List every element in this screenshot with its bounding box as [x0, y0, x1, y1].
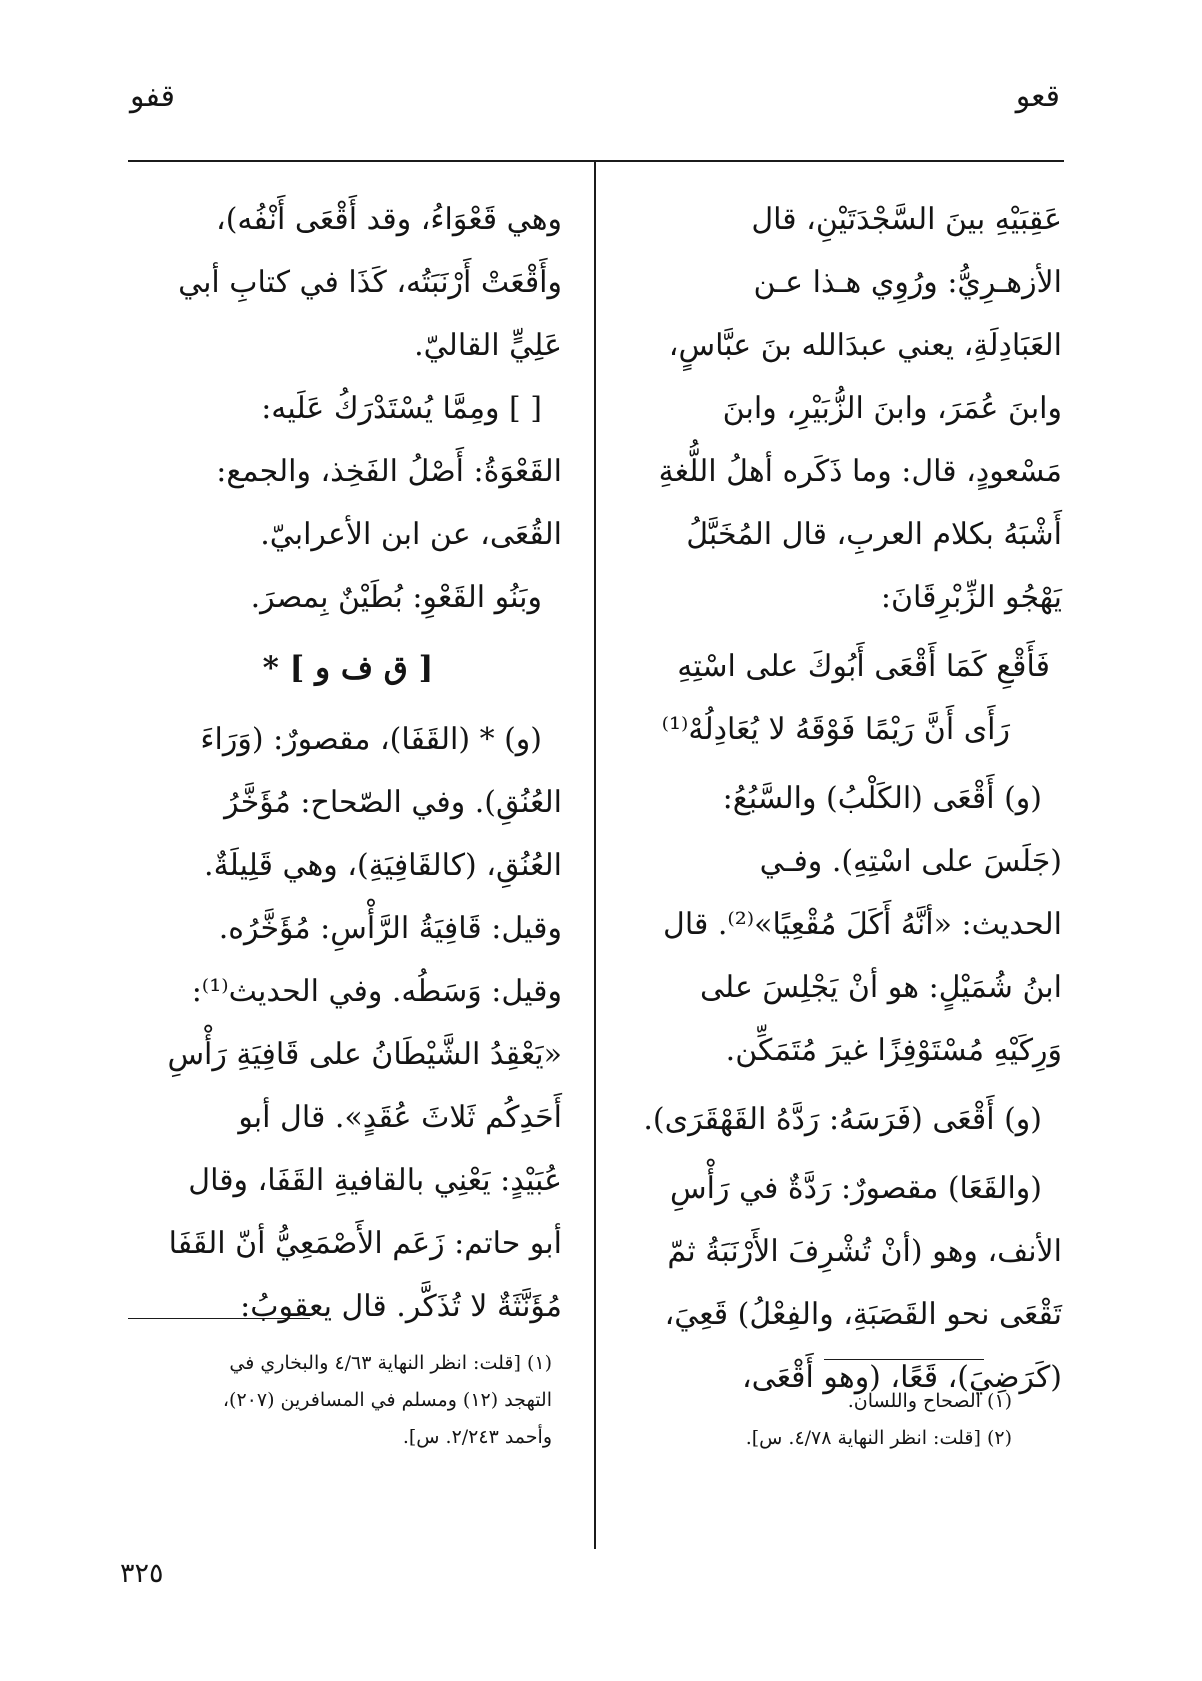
text-line: مُؤَنَّثَةٌ لا تُذَكَّر. قال يعقوبُ: [240, 1289, 562, 1324]
text-line: العَبَادِلَةِ، يعني عبدَالله بنَ عبَّاسٍ، [668, 328, 1062, 363]
text-line: الأزهـرِيُّ: ورُوِي هـذا عـن [753, 265, 1062, 300]
footnotes-left [122, 1345, 552, 1456]
text-line: (جَلَسَ على اسْتِهِ). وفـي [759, 844, 1062, 879]
text-line: (والقَعَا) مقصورٌ: رَدَّةٌ في رَأْسِ [669, 1171, 1042, 1206]
text-line: الأنف، وهو (أنْ تُشْرِفَ الأَرْنَبَةُ ثمّ [667, 1234, 1062, 1269]
text-line: عُبَيْدٍ: يَعْنِي بالقافيةِ القَفَا، وقال [188, 1163, 562, 1198]
text-line: أَشْبَهُ بكلام العربِ، قال المُخَبَّلُ [686, 517, 1062, 552]
text-line: وبَنُو القَعْوِ: بُطَيْنٌ بِمصرَ. [250, 580, 542, 615]
verse-line-1: فَأَقْعِ كَمَا أَقْعَى أَبُوكَ على اسْتِهِ [677, 649, 1050, 684]
text-line: أَحَدِكُم ثَلاثَ عُقَدٍ». قال أبو [238, 1100, 562, 1135]
text-line: (و) * (القَفَا)، مقصورٌ: (وَرَاءَ [200, 722, 542, 757]
text-line: (و) أَقْعَى (فَرَسَهُ: رَدَّهُ القَهْقَرَى). [643, 1102, 1042, 1137]
running-header-right: قعو [1015, 79, 1060, 114]
text-line: «يَعْقِدُ الشَّيْطَانُ على قَافِيَةِ رَأْسِ [167, 1037, 562, 1072]
text-line: وهي قَعْوَاءُ، وقد أَقْعَى أَنْفُه)، [216, 202, 562, 237]
text-line: تَقْعَى نحو القَصَبَةِ، والفِعْلُ) قَعِيَ، [664, 1297, 1062, 1332]
text-line: وأَقْعَتْ أَرْنَبَتُه، كَذَا في كتابِ أبي [178, 265, 562, 300]
right-column [642, 188, 1062, 1409]
text-line: العُنُقِ، (كالقَافِيَةِ)، وهي قَلِيلَةٌ. [204, 848, 562, 883]
text-line: وَرِكَيْهِ مُسْتَوْفِزًا غيرَ مُتَمَكِّن. [725, 1033, 1062, 1068]
text-line: وابنَ عُمَرَ، وابنَ الزُّبَيْرِ، وابنَ [722, 391, 1062, 426]
text-line: يَهْجُو الزِّبْرِقَانَ: [880, 580, 1062, 615]
section-heading: [ ق ف و ] * [262, 650, 434, 686]
text-line: عَقِبَيْهِ بينَ السَّجْدَتَيْنِ، قال [751, 202, 1062, 237]
page-number: ٣٢٥ [120, 1558, 164, 1589]
footnote-rule-right [824, 1359, 984, 1360]
text-line: عَلِيٍّ القاليّ. [414, 328, 562, 363]
text-line: (و) أَقْعَى (الكَلْبُ) والسَّبُعُ: [722, 781, 1042, 816]
text-line: أبو حاتم: زَعَم الأَصْمَعِيُّ أنّ القَفَا [168, 1226, 562, 1261]
footnote-rule-left [128, 1318, 310, 1319]
text-line: القُعَى، عن ابن الأعرابيّ. [260, 517, 562, 552]
footnotes-right [612, 1383, 1012, 1457]
footnote: (١) [قلت: انظر النهاية ٤/٦٣ والبخاري في [229, 1352, 552, 1374]
left-column [134, 188, 562, 1338]
column-divider [594, 160, 596, 1549]
text-line: وقيل: وَسَطُه. وفي الحديث⁽¹⁾: [191, 974, 562, 1009]
text-line: (كَرَضِيَ)، قَعًا، (وهو أَقْعَى، [742, 1360, 1062, 1395]
text-line: وقيل: قَافِيَةُ الرَّأْسِ: مُؤَخَّرُه. [218, 911, 562, 946]
footnote: (١) الصحاح واللسان. [847, 1390, 1012, 1412]
mustadrak-line: [ ] ومِمَّا يُسْتَدْرَكُ عَلَيه: [261, 391, 542, 426]
footnote: (٢) [قلت: انظر النهاية ٤/٧٨. س]. [745, 1427, 1012, 1449]
running-header-left: قفو [130, 79, 176, 114]
text-line: الحديث: «أنَّهُ أَكَلَ مُقْعِيًا»⁽²⁾. قال [663, 907, 1062, 942]
footnote: التهجد (١٢) ومسلم في المسافرين (٢٠٧)، [222, 1389, 552, 1411]
text-line: مَسْعودٍ، قال: وما ذَكَره أهلُ اللُّغةِ [658, 454, 1062, 489]
text-line: ابنُ شُمَيْلٍ: هو أنْ يَجْلِسَ على [700, 970, 1062, 1005]
text-line: العُنُقِ). وفي الصّحاح: مُؤَخَّرُ [224, 785, 562, 820]
text-line: القَعْوَةُ: أَصْلُ الفَخِذ، والجمع: [216, 454, 562, 489]
footnote: وأحمد ٢/٢٤٣. س]. [402, 1426, 552, 1448]
verse-line-2: رَأَى أَنَّ رَيْمًا فَوْقَهُ لا يُعَادِلُهْ⁽¹⁾ [661, 712, 1010, 747]
header-rule [128, 160, 1064, 162]
